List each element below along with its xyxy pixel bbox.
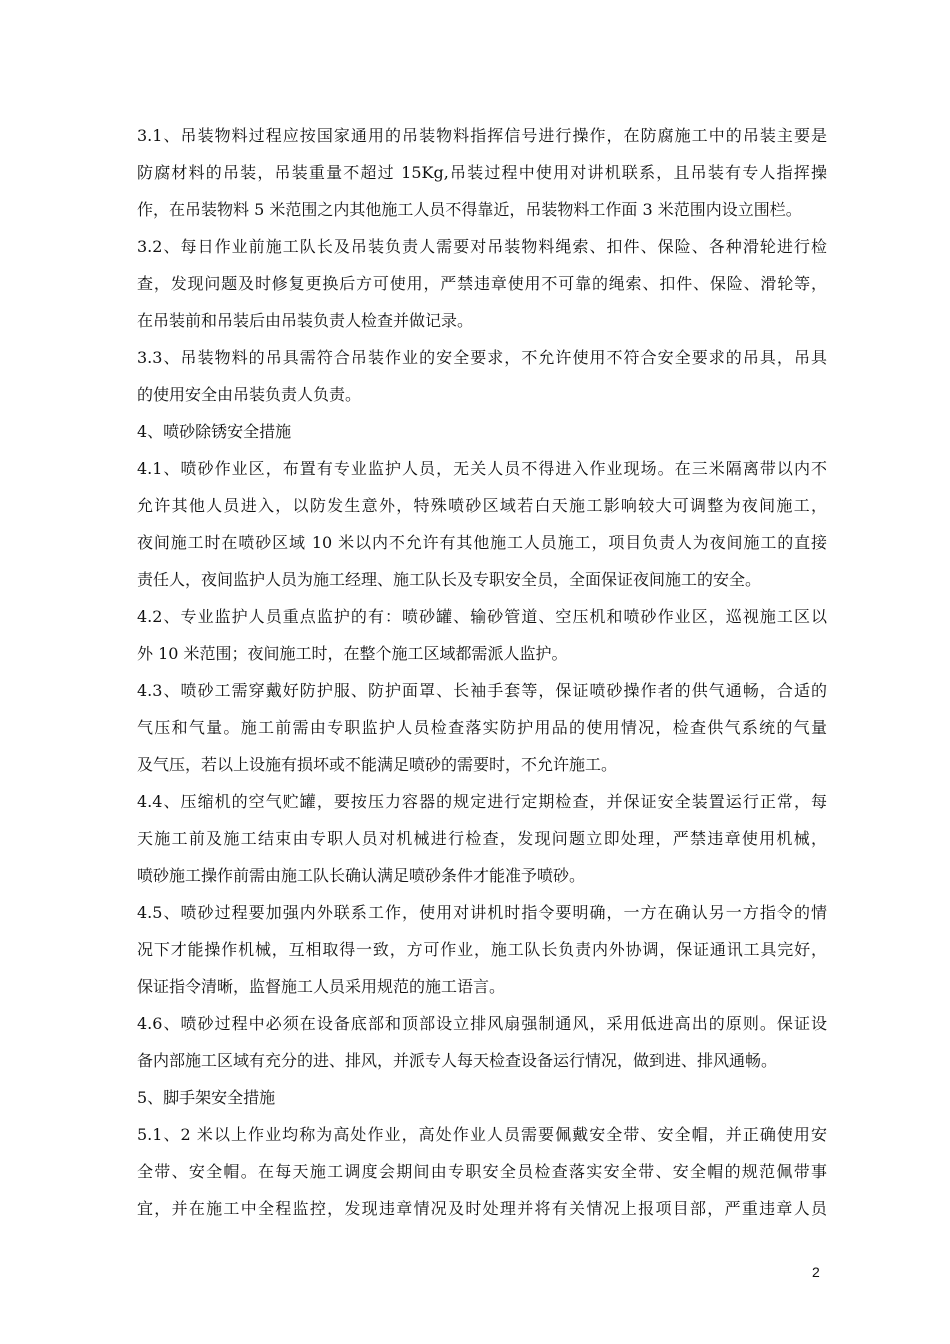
paragraph (137, 894, 827, 1005)
text-line: 4.4、压缩机的空气贮罐，要按压力容器的规定进行定期检查，并保证安全装置运行正常，每 (137, 792, 827, 811)
paragraph (137, 1005, 827, 1079)
text-line: 夜间施工时在喷砂区域 10 米以内不允许有其他施工人员施工，项目负责人为夜间施工的直接 (137, 533, 827, 552)
paragraph (137, 598, 827, 672)
section-heading (137, 413, 827, 450)
paragraph (137, 783, 827, 894)
text-line: 宜，并在施工中全程监控，发现违章情况及时处理并将有关情况上报项目部，严重违章人员 (137, 1199, 827, 1218)
text-line: 保证指令清晰，监督施工人员采用规范的施工语言。 (137, 977, 506, 996)
text-line: 外 10 米范围；夜间施工时，在整个施工区域都需派人监护。 (137, 644, 568, 663)
text-line: 的使用安全由吊装负责人负责。 (137, 385, 362, 404)
paragraph (137, 1116, 827, 1227)
text-line: 喷砂施工操作前需由施工队长确认满足喷砂条件才能准予喷砂。 (137, 866, 586, 885)
text-line: 及气压，若以上设施有损坏或不能满足喷砂的需要时，不允许施工。 (137, 755, 618, 774)
text-line: 况下才能操作机械，互相取得一致，方可作业，施工队长负责内外协调，保证通讯工具完好， (137, 940, 827, 959)
text-line: 作，在吊装物料 5 米范围之内其他施工人员不得靠近，吊装物料工作面 3 米范围内设立围栏。 (137, 200, 802, 219)
text-line: 4.3、喷砂工需穿戴好防护服、防护面罩、长袖手套等，保证喷砂操作者的供气通畅，合适的 (137, 681, 827, 700)
text-line: 3.1、吊装物料过程应按国家通用的吊装物料指挥信号进行操作，在防腐施工中的吊装主要是 (137, 126, 827, 145)
text-line: 气压和气量。施工前需由专职监护人员检查落实防护用品的使用情况，检查供气系统的气量 (137, 718, 827, 737)
page-number: 2 (812, 1264, 820, 1280)
paragraph (137, 117, 827, 228)
text-line: 查，发现问题及时修复更换后方可使用，严禁违章使用不可靠的绳索、扣件、保险、滑轮等， (137, 274, 827, 293)
text-line: 3.2、每日作业前施工队长及吊装负责人需要对吊装物料绳索、扣件、保险、各种滑轮进行检 (137, 237, 827, 256)
document-body (137, 117, 827, 1227)
text-line: 4.1、喷砂作业区，布置有专业监护人员，无关人员不得进入作业现场。在三米隔离带以内不 (137, 459, 827, 478)
text-line: 允许其他人员进入，以防发生意外，特殊喷砂区域若白天施工影响较大可调整为夜间施工， (137, 496, 827, 515)
text-line: 备内部施工区域有充分的进、排风，并派专人每天检查设备运行情况，做到进、排风通畅。 (137, 1051, 778, 1070)
paragraph (137, 339, 827, 413)
text-line: 5.1、2 米以上作业均称为高处作业，高处作业人员需要佩戴安全带、安全帽，并正确使用安 (137, 1125, 827, 1144)
text-line: 全带、安全帽。在每天施工调度会期间由专职安全员检查落实安全带、安全帽的规范佩带事 (137, 1162, 827, 1181)
text-line: 防腐材料的吊装，吊装重量不超过 15Kg,吊装过程中使用对讲机联系，且吊装有专人指挥操 (137, 163, 827, 182)
text-line: 4.2、专业监护人员重点监护的有：喷砂罐、输砂管道、空压机和喷砂作业区，巡视施工区以 (137, 607, 827, 626)
text-line: 天施工前及施工结束由专职人员对机械进行检查，发现问题立即处理，严禁违章使用机械， (137, 829, 827, 848)
paragraph (137, 228, 827, 339)
text-line: 在吊装前和吊装后由吊装负责人检查并做记录。 (137, 311, 474, 330)
text-line: 4.6、喷砂过程中必须在设备底部和顶部设立排风扇强制通风，采用低进高出的原则。保证设 (137, 1014, 827, 1033)
paragraph (137, 672, 827, 783)
text-line: 责任人，夜间监护人员为施工经理、施工队长及专职安全员，全面保证夜间施工的安全。 (137, 570, 762, 589)
section-heading (137, 1079, 827, 1116)
text-line: 4、喷砂除锈安全措施 (137, 422, 292, 441)
text-line: 5、脚手架安全措施 (137, 1088, 276, 1107)
text-line: 4.5、喷砂过程要加强内外联系工作，使用对讲机时指令要明确，一方在确认另一方指令的情 (137, 903, 827, 922)
paragraph (137, 450, 827, 598)
text-line: 3.3、吊装物料的吊具需符合吊装作业的安全要求，不允许使用不符合安全要求的吊具，吊具 (137, 348, 827, 367)
